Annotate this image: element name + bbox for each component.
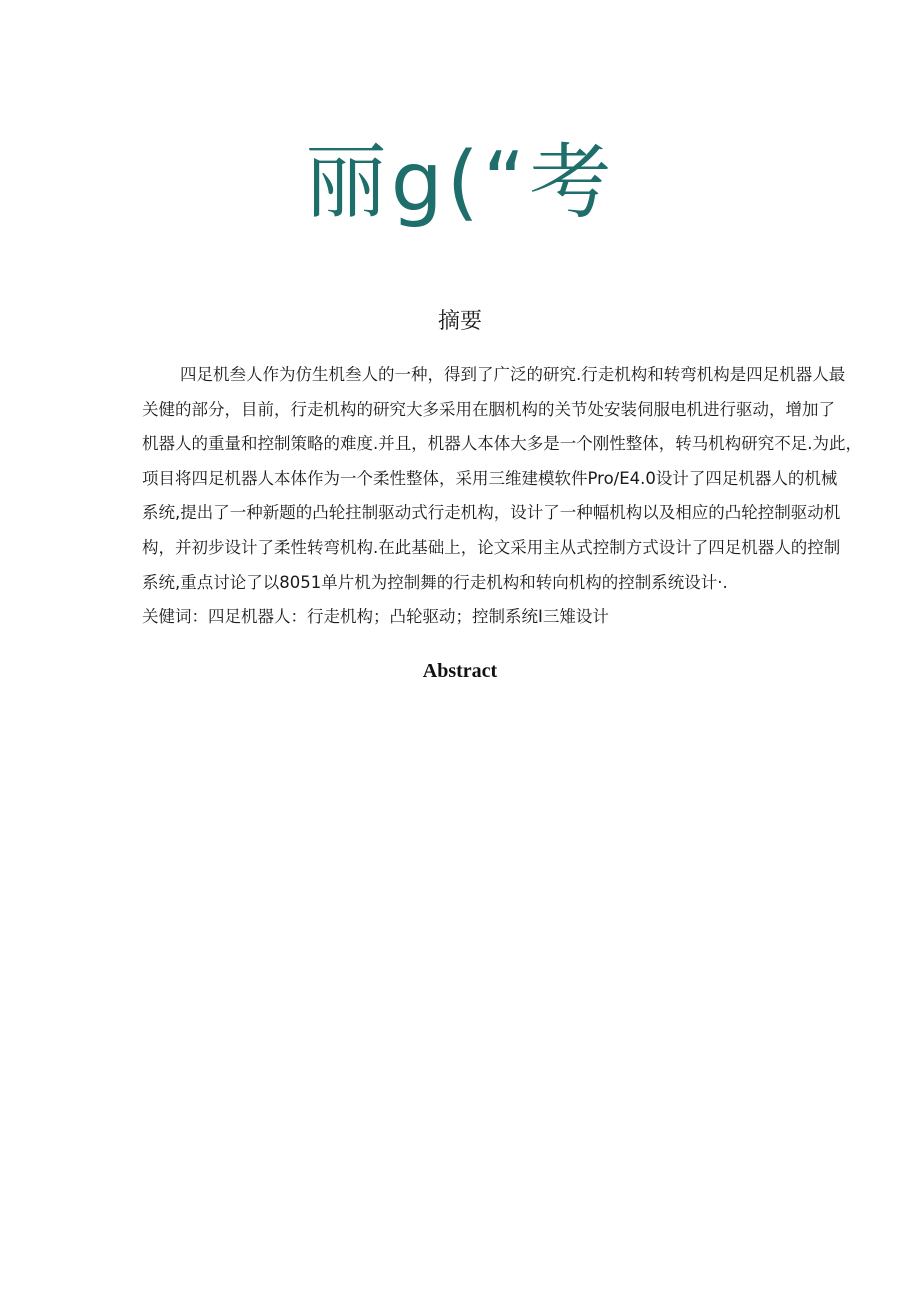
abstract-en-heading: Abstract [422,660,498,682]
abstract-line: 系统,提出了一种新题的凸轮拄制驱动式行走机构，设计了一种幅机构以及相应的凸轮控制驱动机 [142,503,841,523]
abstract-line: 项目将四足机器人本体作为一个柔性整体，采用三维建模软件Pro∕E4.0设计了四足机器人的机械 [142,468,838,488]
abstract-cn-body [142,358,862,635]
abstract-line: 系统,重点讨论了以8051单片机为控制舞的行走机构和转向机构的控制系统设计·. [142,572,728,592]
abstract-line: 关健的部分，目前，行走机构的研究大多采用在胭机构的关节处安装伺服电机进行驱动，增加了 [142,399,835,419]
abstract-line: 构，并初步设计了柔性转弯机构.在此基础上，论文采用主从式控制方式设计了四足机器人的控制 [142,537,841,557]
keywords-line: 关健词：四足机器人：行走机构；凸轮驱动；控制系统I三雉设计 [142,607,609,627]
abstract-cn-heading: 摘要 [437,309,482,334]
header-logo-title: 丽g(“考 [304,135,616,230]
abstract-line: 四足机叁人作为仿生机叁人的一种，得到了广泛的研究.行走机构和转弯机构是四足机器人最 [180,365,846,384]
abstract-line: 机器人的重量和控制策略的难度.并且，机器人本体大多是一个刚性整体，转马机构研究不足.为此， [142,434,862,454]
